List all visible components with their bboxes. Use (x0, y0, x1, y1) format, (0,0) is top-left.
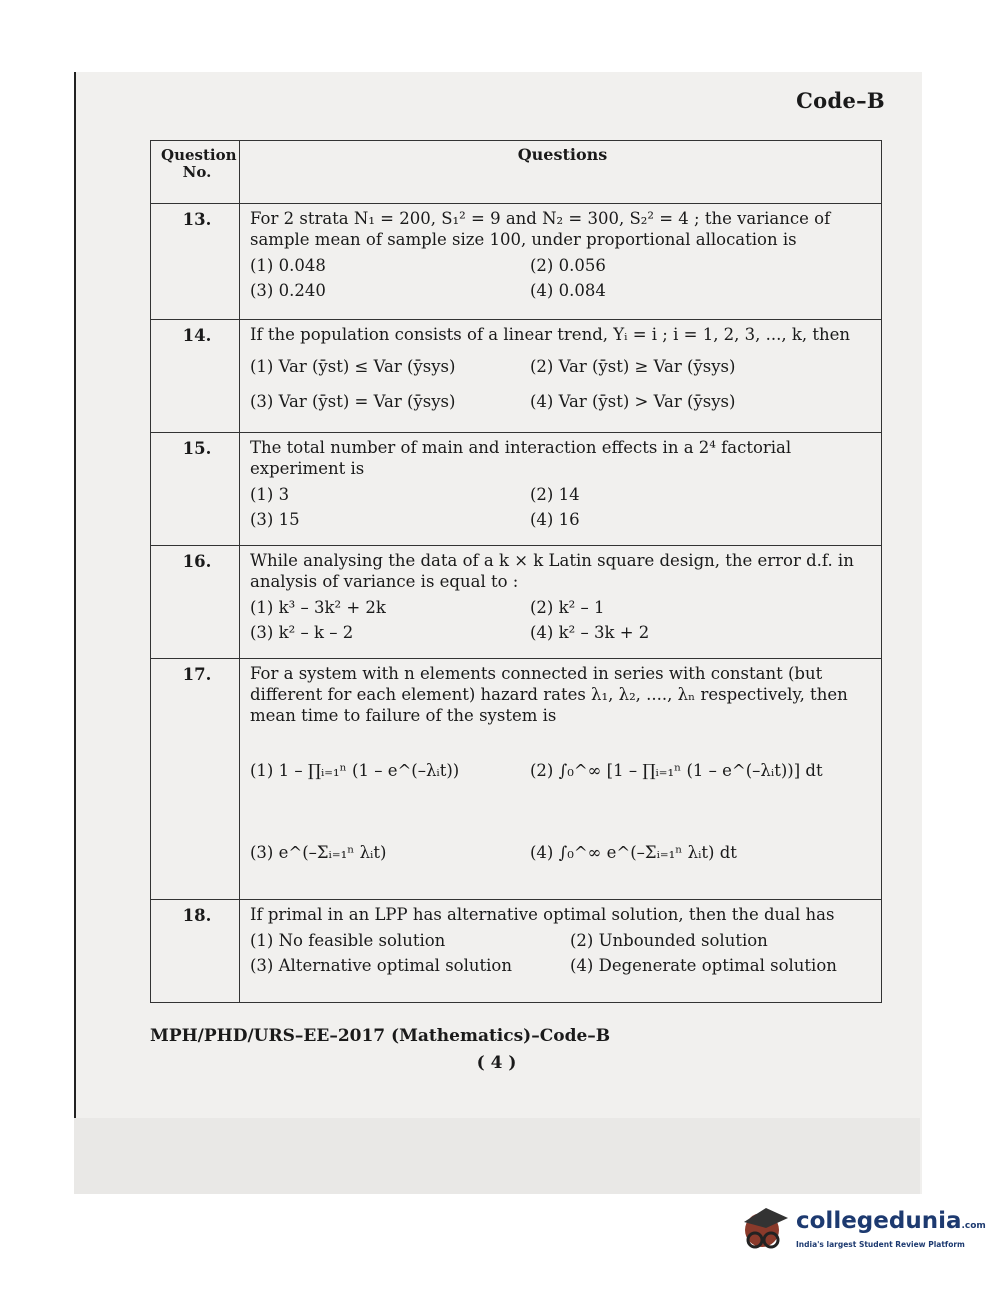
paper-code: Code–B (796, 88, 885, 113)
option: (1) No feasible solution (250, 931, 446, 950)
question-number: 13. (151, 204, 240, 320)
option: (1) k³ – 3k² + 2k (250, 598, 386, 617)
option: (1) 1 – ∏ᵢ₌₁ⁿ (1 – e^(–λᵢt)) (250, 760, 460, 780)
question-body (240, 433, 882, 546)
option: (3) e^(–Σᵢ₌₁ⁿ λᵢt) (250, 842, 387, 862)
option: (4) k² – 3k + 2 (530, 623, 650, 642)
questions-table (150, 140, 882, 1003)
col-question-no: Question No. (151, 141, 240, 204)
col-questions: Questions (240, 141, 882, 204)
question-number: 14. (151, 320, 240, 433)
question-stem: For 2 strata N₁ = 200, S₁² = 9 and N₂ = 300, S₂² = 4 ; the variance of sample mean of sample size 100, under proportional allocation is (250, 209, 831, 249)
collegedunia-logo[interactable] (736, 1200, 986, 1260)
question-row (151, 433, 882, 546)
question-number: 17. (151, 659, 240, 900)
question-stem: For a system with n elements connected in series with constant (but different for each element) hazard rates λ₁, λ₂, ...., λₙ respectively, then mean time to failure of the system is (250, 664, 848, 725)
option: (2) 14 (530, 485, 580, 504)
option: (2) ∫₀^∞ [1 – ∏ᵢ₌₁ⁿ (1 – e^(–λᵢt))] dt (530, 760, 823, 780)
footer-paper-code: MPH/PHD/URS–EE–2017 (Mathematics)–Code–B (150, 1026, 611, 1046)
question-body (240, 320, 882, 433)
option: (2) 0.056 (530, 256, 606, 275)
question-row (151, 659, 882, 900)
table-header-row (151, 141, 882, 204)
question-stem: While analysing the data of a k × k Latin square design, the error d.f. in analysis of variance is equal to : (250, 551, 854, 591)
option: (4) 16 (530, 510, 580, 529)
option: (3) k² – k – 2 (250, 623, 354, 642)
logo-wordmark: collegedunia.com (796, 1208, 986, 1234)
option: (1) 0.048 (250, 256, 326, 275)
option: (1) Var (ȳst) ≤ Var (ȳsys) (250, 357, 456, 376)
option: (2) Var (ȳst) ≥ Var (ȳsys) (530, 357, 736, 376)
page-number: ( 4 ) (476, 1053, 517, 1073)
option: (3) 15 (250, 510, 300, 529)
question-stem: If primal in an LPP has alternative optimal solution, then the dual has (250, 905, 835, 924)
option: (3) Var (ȳst) = Var (ȳsys) (250, 392, 456, 411)
question-row (151, 900, 882, 1003)
question-stem: If the population consists of a linear trend, Yᵢ = i ; i = 1, 2, 3, ..., k, then (250, 325, 851, 344)
question-number: 18. (151, 900, 240, 1003)
option: (4) ∫₀^∞ e^(–Σᵢ₌₁ⁿ λᵢt) dt (530, 842, 737, 862)
question-row (151, 320, 882, 433)
question-row (151, 204, 882, 320)
question-body (240, 546, 882, 659)
option: (2) Unbounded solution (570, 931, 768, 950)
question-stem: The total number of main and interaction effects in a 2⁴ factorial experiment is (250, 438, 792, 478)
option: (3) 0.240 (250, 281, 326, 300)
option: (3) Alternative optimal solution (250, 956, 512, 975)
option: (4) 0.084 (530, 281, 606, 300)
question-row (151, 546, 882, 659)
option: (1) 3 (250, 485, 290, 504)
question-number: 15. (151, 433, 240, 546)
page-shadow (74, 1118, 920, 1194)
option: (4) Var (ȳst) > Var (ȳsys) (530, 392, 736, 411)
question-body (240, 900, 882, 1003)
question-body (240, 659, 882, 900)
question-body (240, 204, 882, 320)
logo-tagline: India's largest Student Review Platform (796, 1240, 965, 1249)
student-mascot-icon (736, 1200, 792, 1260)
option: (4) Degenerate optimal solution (570, 956, 837, 975)
question-number: 16. (151, 546, 240, 659)
option: (2) k² – 1 (530, 598, 605, 617)
